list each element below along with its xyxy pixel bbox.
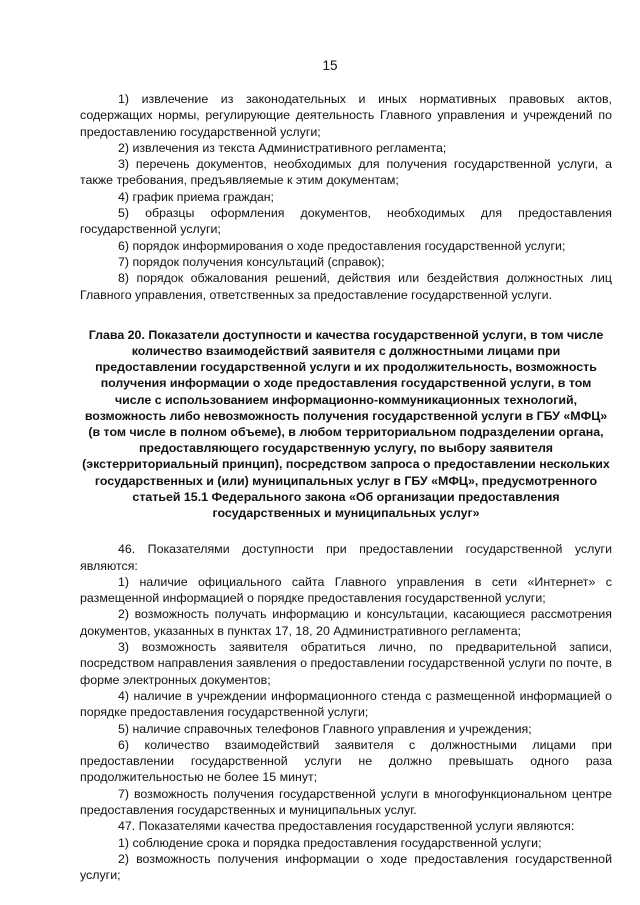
list-item: 3) перечень документов, необходимых для получения государственной услуги, а также требования, предъявляемые к этим документам; — [80, 157, 612, 188]
paragraph: 1) соблюдение срока и порядка предоставления государственной услуги; — [118, 835, 542, 850]
paragraph: 7) возможность получения государственной услуги в многофункциональном центре предоставления государственных и муниципальных услуг. — [80, 786, 612, 818]
indicators-section — [80, 541, 612, 883]
list-item: 4) график приема граждан; — [118, 189, 275, 204]
paragraph: 6) количество взаимодействий заявителя с должностными лицами при предоставлении государственной услуги не должно превышать одного раза продолжительностью не более 15 минут; — [80, 737, 612, 785]
paragraph: 2) возможность получать информацию и консультации, касающиеся рассмотрения документов, указанных в пунктах 17, 18, 20 Административного регламента; — [80, 607, 612, 638]
list-item: 6) порядок информирования о ходе предоставления государственной услуги; — [118, 238, 566, 253]
list-item: 7) порядок получения консультаций (справок); — [118, 254, 385, 269]
paragraph: 47. Показателями качества предоставления государственной услуги являются: — [118, 819, 575, 834]
chapter-heading — [82, 327, 610, 521]
list-item: 8) порядок обжалования решений, действия или бездействия должностных лиц Главного управления, ответственных за предоставление государственной услуги. — [80, 271, 612, 302]
list-item: 1) извлечение из законодательных и иных нормативных правовых актов, содержащих нормы, регулирующие деятельность Главного управления и учреждений по предоставлению государственной услуги; — [80, 92, 612, 139]
page-number: 15 — [322, 58, 338, 73]
paragraph: 5) наличие справочных телефонов Главного управления и учреждения; — [118, 721, 532, 736]
information-list — [80, 91, 612, 303]
list-item: 2) извлечения из текста Административного регламента; — [118, 140, 447, 155]
paragraph: 46. Показателями доступности при предоставлении государственной услуги являются: — [80, 542, 612, 573]
list-item: 5) образцы оформления документов, необходимых для предоставления государственной услуги; — [80, 206, 612, 237]
paragraph: 4) наличие в учреждении информационного стенда с размещенной информацией о порядке предоставления государственной услуги; — [80, 688, 612, 720]
chapter-heading-text: Глава 20. Показатели доступности и качества государственной услуги, в том числе количество взаимодействий заявителя с должностными лицами при предоставлении государственной услуги и их продолжительность, возможность получения информации о ходе предоставления государственной услуги, в том числе с использованием информационно-коммуникационных технологий, возможность либо невозможность получения государственной услуги в ГБУ «МФЦ» (в том числе в полном объеме), в любом территориальном подразделении органа, предоставляющего государственную услугу, по выбору заявителя (экстерриториальный принцип), посредством запроса о предоставлении нескольких государственных и (или) муниципальных услуг в ГБУ «МФЦ», предусмотренного статьей 15.1 Федерального закона «Об организации предоставления государственных и муниципальных услуг» — [82, 327, 610, 521]
paragraph: 1) наличие официального сайта Главного управления в сети «Интернет» с размещенной информацией о порядке предоставления государственной услуги; — [80, 574, 612, 606]
paragraph: 2) возможность получения информации о ходе предоставления государственной услуги; — [80, 851, 612, 883]
paragraph: 3) возможность заявителя обратиться лично, по предварительной записи, посредством направления заявления о предоставлении государственной услуги по почте, в форме электронных документов; — [80, 640, 612, 687]
